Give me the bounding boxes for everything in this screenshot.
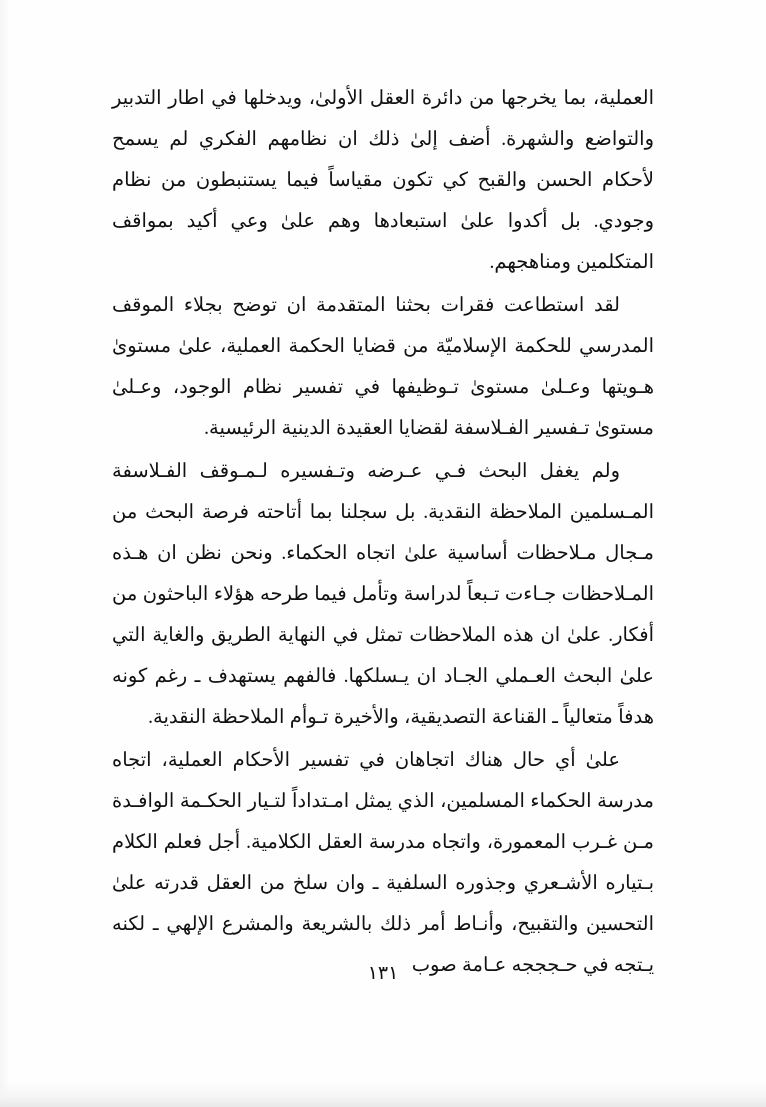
scan-edge-bottom	[0, 1081, 766, 1107]
paragraph-3: ولم يغفل البحث فـي عـرضه وتـفسيره لـمـوقف الفـلاسفة المـسلمين الملاحظة النقدية. بل سجلنا بما أتاحته فرصة البحث من مـجال مـلاحظات أساسية علىٰ اتجاه الحكماء. ونحن نظن ان هـذه المـلاحظات جـاءت تـبعاً لدراسة وتأمل فيما طرحه هؤلاء الباحثون من أفكار. علىٰ ان هذه الملاحظات تمثل في النهاية الطريق والغاية التي علىٰ البحث العـملي الجـاد ان يـسلكها. فالفهم يستهدف ـ رغم كونه هدفاً متعالياً ـ القناعة التصديقية، والأخيرة تـوأم الملاحظة النقدية.	[112, 461, 655, 728]
paragraph-1: العملية، بما يخرجها من دائرة العقل الأولىٰ، ويدخلها في اطار التدبير والتواضع والشهرة. أضف إلىٰ ذلك ان نظامهم الفكري لم يسمح لأحكام الحسن والقبح كي تكون مقياساً فيما يستنبطون من نظام وجودي. بل أكدوا علىٰ استبعادها وهم علىٰ وعي أكيد بمواقف المتكلمين ومناهجهم.	[112, 88, 655, 273]
page-number: ١٣١	[367, 963, 399, 984]
scan-edge-left	[0, 0, 10, 1107]
page-text-body	[112, 78, 654, 988]
paragraph-2: لقد استطاعت فقرات بحثنا المتقدمة ان توضح بجلاء الموقف المدرسي للحكمة الإسلاميّة من قضايا الحكمة العملية، علىٰ مستوىٰ هـويتها وعـلىٰ مستوىٰ تـوظيفها في تفسير نظام الوجود، وعـلىٰ مستوىٰ تـفسير الفـلاسفة لقضايا العقيدة الدينية الرئيسية.	[112, 295, 654, 439]
paragraph-4: علىٰ أي حال هناك اتجاهان في تفسير الأحكام العملية، اتجاه مدرسة الحكماء المسلمين، الذي يمثل امـتداداً لتـيار الحكـمة الوافـدة مـن غـرب المعمورة، واتجاه مدرسة العقل الكلامية. أجل فعلم الكلام بـتياره الأشـعري وجذوره السلفية ـ وان سلخ من العقل قدرته علىٰ التحسين والتقبيح، وأنـاط أمر ذلك بالشريعة والمشرع الإلهي ـ لكنه يـتجه في حـجججه عـامة صوب	[112, 750, 654, 976]
